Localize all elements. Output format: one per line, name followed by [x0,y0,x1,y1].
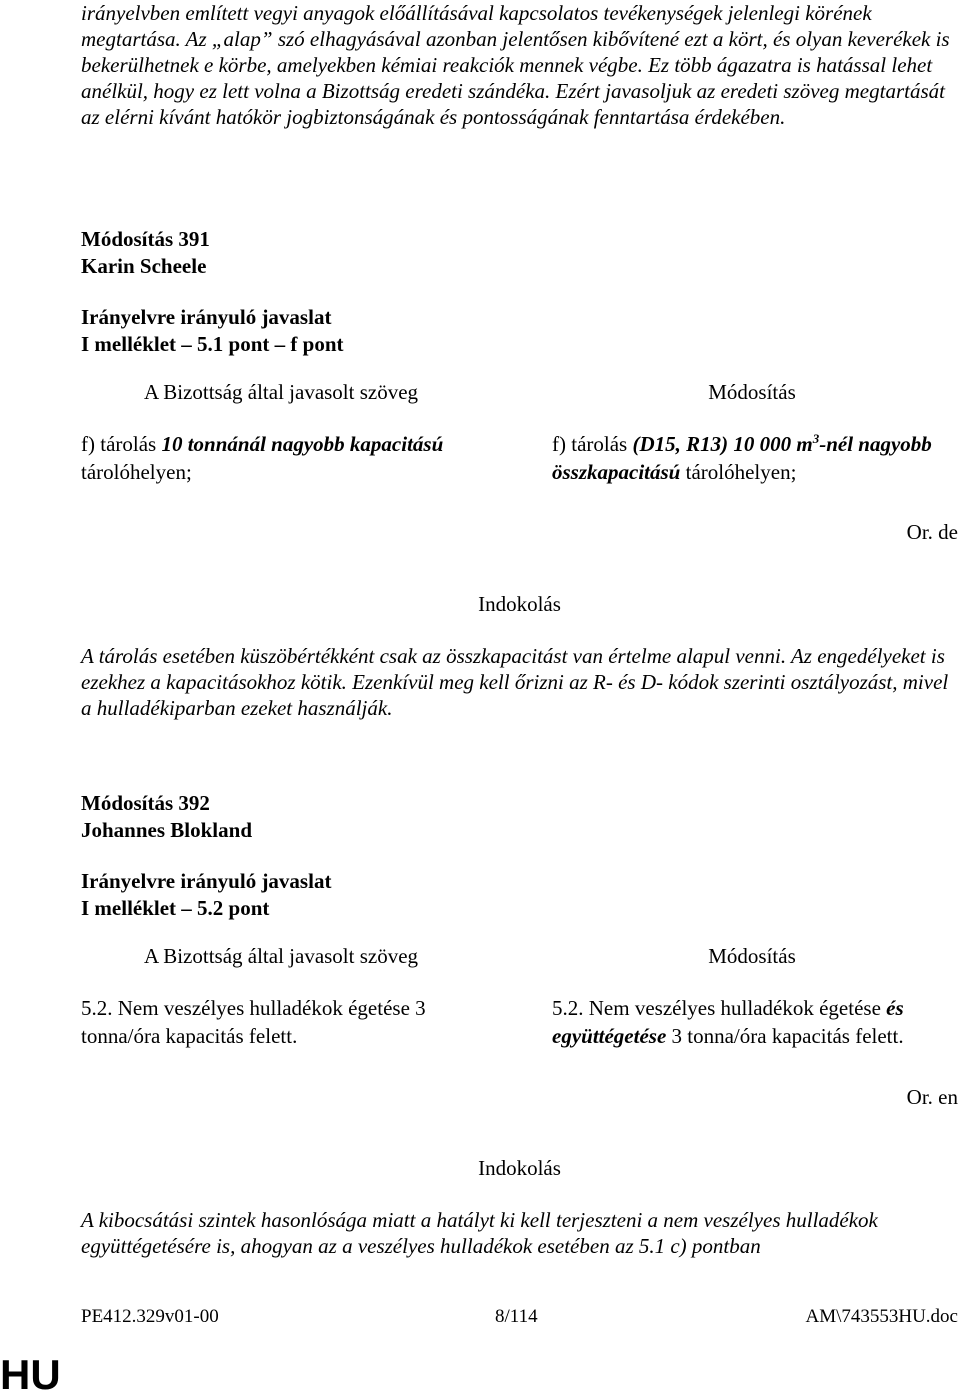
justification-title: Indokolás [478,592,561,616]
proposal-label: Irányelvre irányuló javaslat [81,305,332,329]
commission-text-header: A Bizottság által javasolt szöveg [143,944,419,968]
footer-doc-ref: PE412.329v01-00 [81,1306,219,1327]
footer-page-number: 8/114 [495,1306,538,1327]
amended-text: f) tárolás (D15, R13) 10 000 $m^3$-nél nagyobb összkapacitású tárolóhelyen; [552,431,932,484]
language-code: HU [0,1351,61,1398]
amendment-reference: I melléklet – 5.1 pont – f pont [81,332,344,356]
original-language: Or. en [906,1085,958,1109]
amendment-392 [81,790,958,922]
amendment-author: Johannes Blokland [81,818,252,842]
amendment-column-header: Módosítás [708,380,796,404]
amended-text: 5.2. Nem veszélyes hulladékok égetése és együttégetése 3 tonna/óra kapacitás felett. [552,996,904,1048]
justification-text: A tárolás esetében küszöbértékként csak az összkapacitást van értelme alapul venni. Az engedélyeket is ezekhez a kapacitásokhoz kötik. Ezenkívül meg kell őrizni az R- és D- kódok szerinti osztályozást, mivel a hulladékiparban ezeket használják. [81,644,949,720]
original-language: Or. de [906,520,958,544]
commission-text: f) tárolás 10 tonnánál nagyobb kapacitású tárolóhelyen; [81,432,444,484]
amendment-number: Módosítás 391 [81,227,210,251]
amendment-391 [81,226,958,358]
amendment-column-header: Módosítás [708,944,796,968]
amendment-number: Módosítás 392 [81,791,210,815]
amendment-header [81,226,958,358]
commission-text: 5.2. Nem veszélyes hulladékok égetése 3 tonna/óra kapacitás felett. [81,996,426,1048]
amendment-author: Karin Scheele [81,254,207,278]
footer-file-name: AM\743553HU.doc [805,1306,958,1327]
commission-text-header: A Bizottság által javasolt szöveg [143,380,419,404]
intro-paragraph: irányelvben említett vegyi anyagok előállításával kapcsolatos tevékenységek jelenlegi körének megtartása. Az „alap” szó elhagyásával azonban jelentősen kibővítené ezt a kört, és olyan keverékek is bekerülhetnek e körbe, amelyekben kémiai reakciók mennek végbe. Ez több ágazatra is hatással lehet anélkül, hogy ez lett volna a Bizottság eredeti szándéka. Ezért javasoljuk az eredeti szöveg megtartását az elérni kívánt hatókör jogbiztonságának és pontosságának fenntartása érdekében. [81,1,950,129]
amendment-header [81,790,958,922]
amendment-reference: I melléklet – 5.2 pont [81,896,270,920]
justification-title: Indokolás [478,1156,561,1180]
proposal-label: Irányelvre irányuló javaslat [81,869,332,893]
justification-text: A kibocsátási szintek hasonlósága miatt a hatályt ki kell terjeszteni a nem veszélyes hulladékok együttégetésére is, ahogyan az a veszélyes hulladékok esetében az 5.1 c) pontban [81,1208,878,1258]
